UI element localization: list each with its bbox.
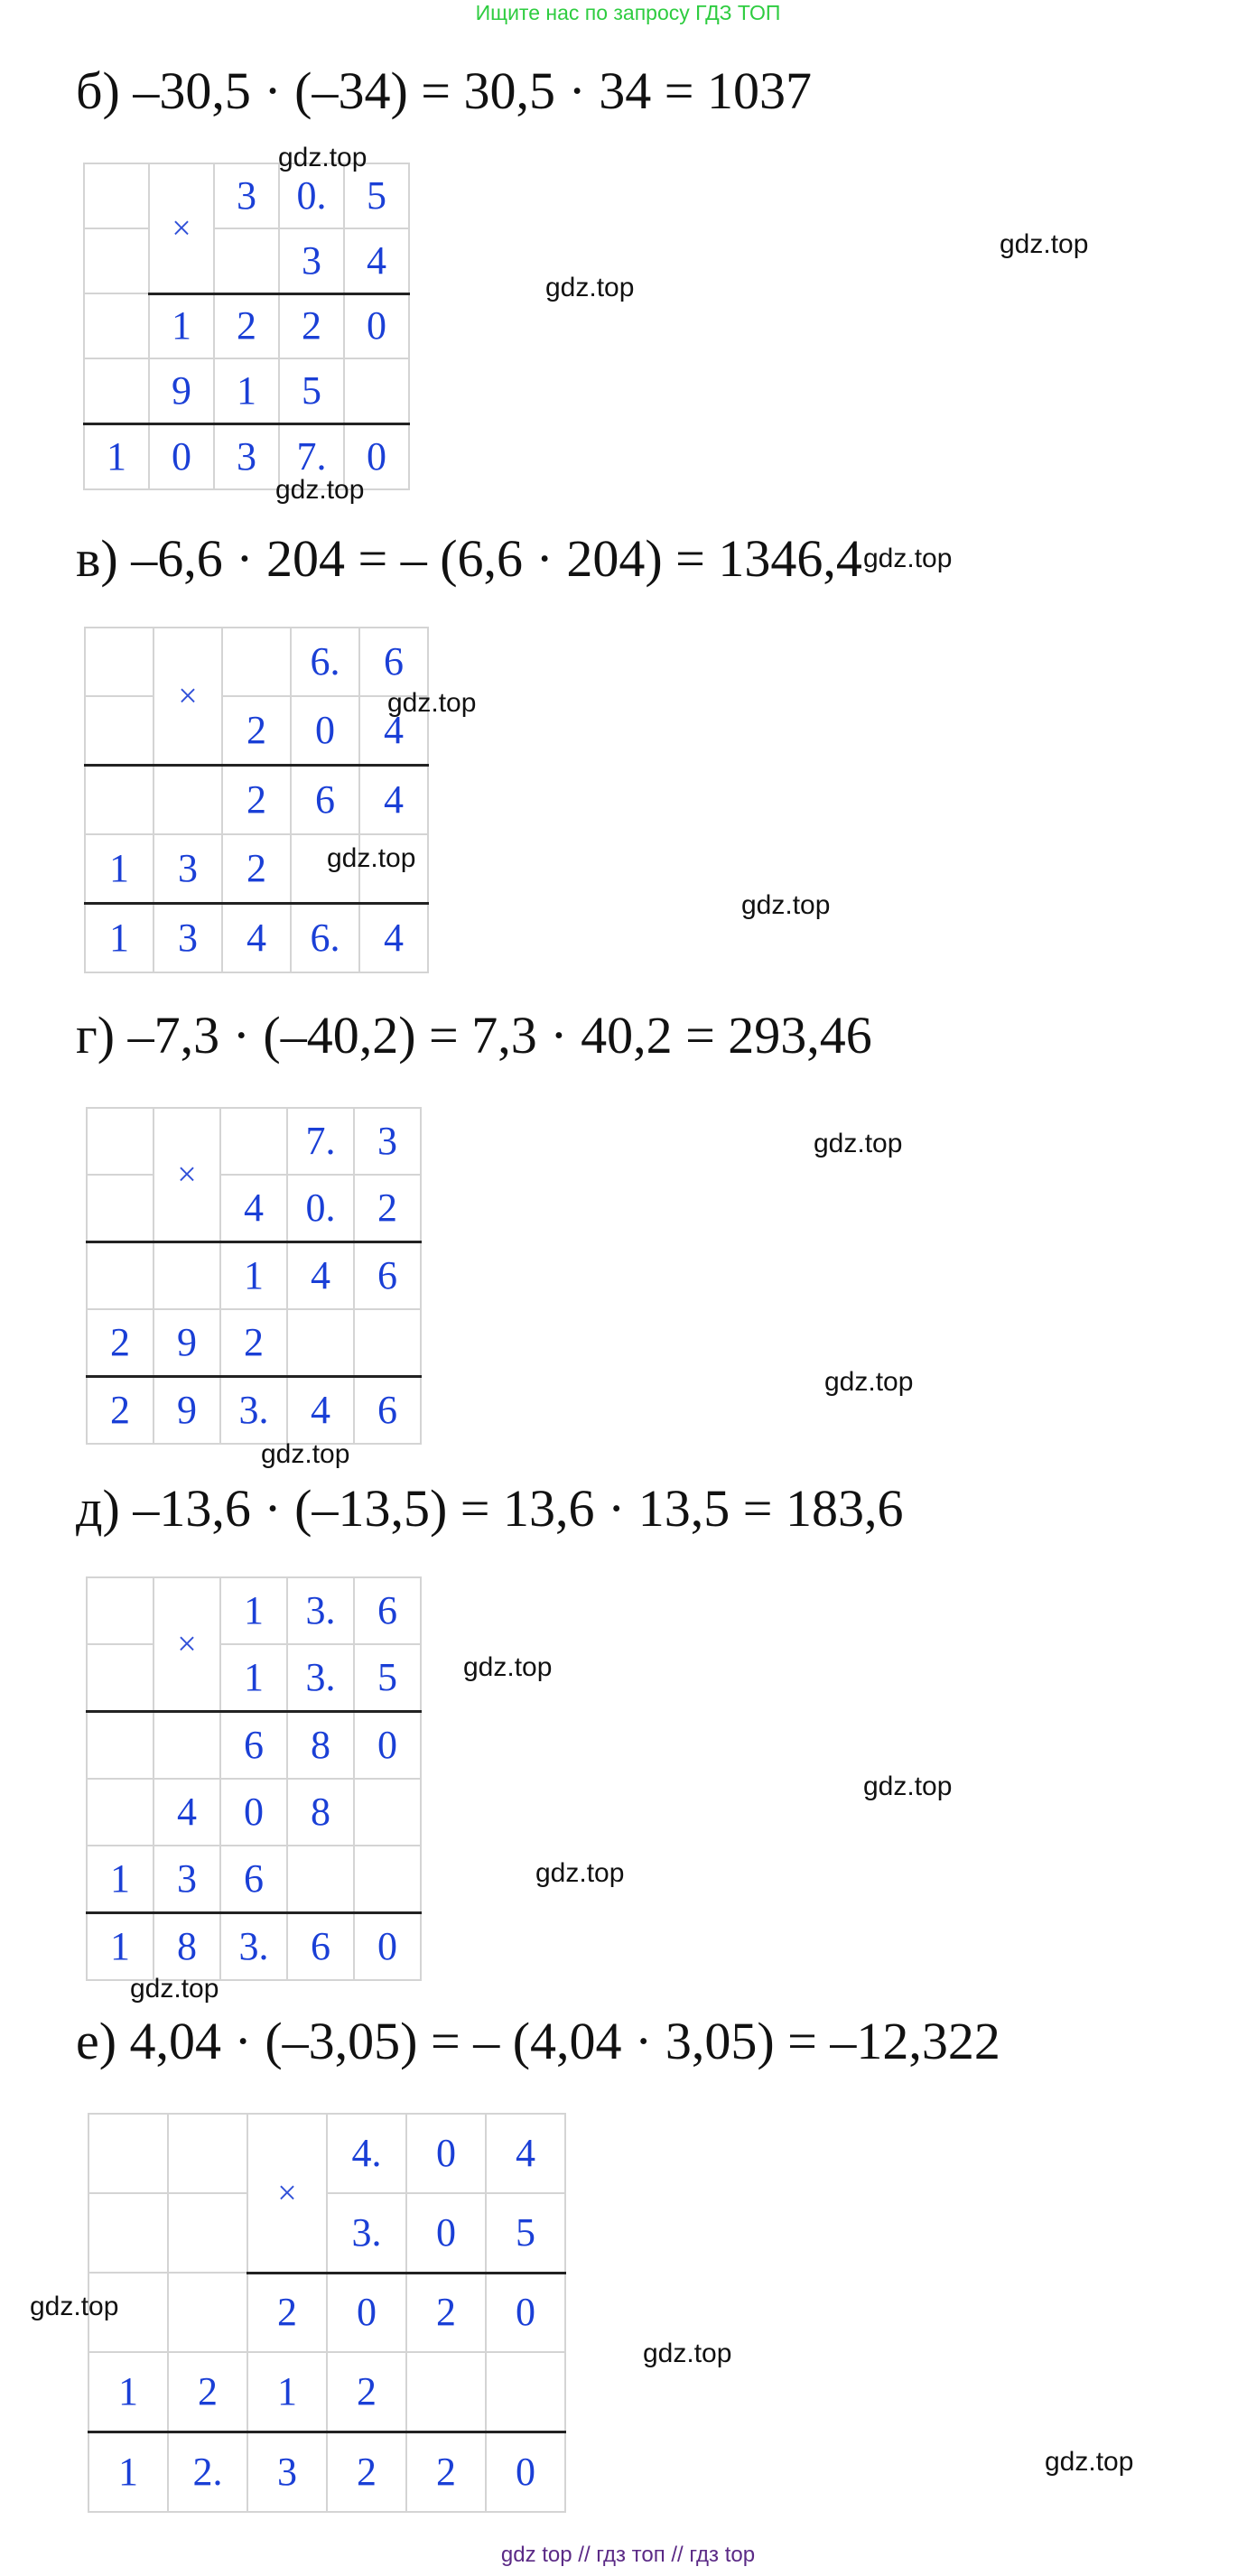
footer-links: gdz top // гдз топ // гдз top xyxy=(500,2543,756,2567)
cell: 4 xyxy=(287,1242,354,1310)
cell: 0 xyxy=(406,2114,486,2193)
cell: 3 xyxy=(214,424,279,490)
multiplication-table-v xyxy=(84,627,429,973)
cell: 6. xyxy=(291,628,359,696)
equation-b: б) –30,5 · (–34) = 30,5 · 34 = 1037 xyxy=(76,61,813,120)
cell: 2 xyxy=(87,1309,154,1377)
cell: 0 xyxy=(406,2193,486,2273)
cell: 7. xyxy=(287,1108,354,1175)
cell: 5 xyxy=(344,163,409,228)
cell: 1 xyxy=(220,1644,287,1712)
cell: 2 xyxy=(247,2273,327,2352)
watermark: gdz.top xyxy=(1045,2447,1134,2477)
cell xyxy=(486,2352,565,2432)
cell xyxy=(84,358,149,424)
cell: 0 xyxy=(327,2273,406,2352)
cell: 6 xyxy=(354,1242,421,1310)
cell: 2 xyxy=(214,293,279,358)
cell: 1 xyxy=(247,2352,327,2432)
cell xyxy=(168,2193,247,2273)
cell: 6 xyxy=(291,766,359,835)
cell: 8 xyxy=(287,1712,354,1780)
cell: 6 xyxy=(220,1846,287,1913)
cell: 2 xyxy=(168,2352,247,2432)
cell: 1 xyxy=(85,834,154,904)
watermark: gdz.top xyxy=(535,1858,625,1888)
cell: 1 xyxy=(88,2432,168,2513)
cell xyxy=(84,228,149,293)
cell xyxy=(87,1108,154,1175)
cell: 1 xyxy=(88,2352,168,2432)
cell: 3 xyxy=(214,163,279,228)
cell xyxy=(168,2114,247,2193)
multiplication-table-d xyxy=(86,1576,422,1981)
cell: 2 xyxy=(222,834,291,904)
cell: 0 xyxy=(486,2273,565,2352)
cell: 0 xyxy=(486,2432,565,2513)
cell: 2 xyxy=(327,2432,406,2513)
watermark: gdz.top xyxy=(814,1129,903,1158)
cell: 0 xyxy=(344,424,409,490)
cell: 3 xyxy=(354,1108,421,1175)
cell xyxy=(354,1846,421,1913)
cell: 5 xyxy=(486,2193,565,2273)
cell: 3. xyxy=(287,1644,354,1712)
search-hint-banner: Ищите нас по запросу ГДЗ ТОП xyxy=(475,1,781,24)
cell: 6 xyxy=(220,1712,287,1780)
cell: 3. xyxy=(220,1913,287,1981)
times-sign: × xyxy=(154,628,222,766)
cell: 9 xyxy=(154,1309,220,1377)
times-sign: × xyxy=(154,1108,220,1242)
cell xyxy=(354,1309,421,1377)
cell: 1 xyxy=(220,1577,287,1644)
cell: 4 xyxy=(287,1377,354,1445)
cell xyxy=(87,1242,154,1310)
cell: 3 xyxy=(247,2432,327,2513)
equation-d: д) –13,6 · (–13,5) = 13,6 · 13,5 = 183,6 xyxy=(76,1479,904,1538)
cell: 1 xyxy=(87,1913,154,1981)
cell: 3. xyxy=(327,2193,406,2273)
watermark: gdz.top xyxy=(130,1974,219,2004)
cell xyxy=(87,1577,154,1644)
cell xyxy=(87,1644,154,1712)
cell: 2 xyxy=(220,1309,287,1377)
cell: 4. xyxy=(327,2114,406,2193)
cell: 0 xyxy=(291,696,359,766)
cell xyxy=(87,1712,154,1780)
cell xyxy=(85,766,154,835)
cell: 0 xyxy=(344,293,409,358)
watermark: gdz.top xyxy=(863,544,953,573)
multiplication-table-e xyxy=(88,2113,566,2513)
watermark: gdz.top xyxy=(863,1772,953,1801)
cell: 1 xyxy=(149,293,214,358)
cell: 3. xyxy=(287,1577,354,1644)
watermark: gdz.top xyxy=(741,890,831,920)
cell xyxy=(287,1846,354,1913)
cell: 4 xyxy=(486,2114,565,2193)
cell: 2 xyxy=(222,696,291,766)
cell: 7. xyxy=(279,424,344,490)
cell xyxy=(406,2352,486,2432)
cell xyxy=(154,1712,220,1780)
cell xyxy=(84,293,149,358)
watermark: gdz.top xyxy=(387,688,477,718)
cell: 8 xyxy=(154,1913,220,1981)
equation-e: е) 4,04 · (–3,05) = – (4,04 · 3,05) = –12,322 xyxy=(76,2012,1000,2070)
multiplication-table-b xyxy=(83,163,410,490)
watermark: gdz.top xyxy=(824,1367,914,1397)
cell: 2 xyxy=(327,2352,406,2432)
cell: 6 xyxy=(354,1577,421,1644)
times-sign: × xyxy=(154,1577,220,1712)
times-sign: × xyxy=(149,163,214,293)
cell: 9 xyxy=(154,1377,220,1445)
watermark: gdz.top xyxy=(1000,229,1089,259)
cell: 2 xyxy=(279,293,344,358)
watermark: gdz.top xyxy=(545,273,635,302)
cell: 4 xyxy=(154,1779,220,1846)
cell: 4 xyxy=(359,696,428,766)
cell xyxy=(214,228,279,293)
watermark: gdz.top xyxy=(278,143,367,172)
cell: 2 xyxy=(354,1175,421,1242)
cell: 0. xyxy=(287,1175,354,1242)
watermark: gdz.top xyxy=(275,475,365,505)
watermark: gdz.top xyxy=(643,2339,732,2368)
cell xyxy=(87,1779,154,1846)
cell xyxy=(222,628,291,696)
multiplication-table-g xyxy=(86,1107,422,1445)
cell: 3 xyxy=(154,834,222,904)
cell: 3 xyxy=(154,1846,220,1913)
cell xyxy=(85,696,154,766)
cell: 4 xyxy=(359,904,428,973)
cell: 6 xyxy=(354,1377,421,1445)
watermark: gdz.top xyxy=(327,843,416,873)
cell: 3 xyxy=(154,904,222,973)
cell: 1 xyxy=(220,1242,287,1310)
cell xyxy=(354,1779,421,1846)
cell: 1 xyxy=(87,1846,154,1913)
cell xyxy=(220,1108,287,1175)
cell: 2. xyxy=(168,2432,247,2513)
cell: 2 xyxy=(406,2273,486,2352)
cell: 4 xyxy=(359,766,428,835)
cell xyxy=(168,2273,247,2352)
cell xyxy=(154,1242,220,1310)
cell: 1 xyxy=(84,424,149,490)
cell: 6 xyxy=(359,628,428,696)
cell xyxy=(154,766,222,835)
cell: 5 xyxy=(354,1644,421,1712)
watermark: gdz.top xyxy=(30,2292,119,2321)
cell: 6. xyxy=(291,904,359,973)
cell: 5 xyxy=(279,358,344,424)
cell: 0 xyxy=(354,1913,421,1981)
cell: 4 xyxy=(220,1175,287,1242)
cell xyxy=(88,2114,168,2193)
cell: 0 xyxy=(354,1712,421,1780)
cell: 4 xyxy=(222,904,291,973)
cell xyxy=(88,2193,168,2273)
cell: 0. xyxy=(279,163,344,228)
cell xyxy=(344,358,409,424)
cell: 8 xyxy=(287,1779,354,1846)
cell: 3. xyxy=(220,1377,287,1445)
cell: 9 xyxy=(149,358,214,424)
equation-g: г) –7,3 · (–40,2) = 7,3 · 40,2 = 293,46 xyxy=(76,1006,872,1065)
cell: 2 xyxy=(87,1377,154,1445)
equation-v: в) –6,6 · 204 = – (6,6 · 204) = 1346,4 xyxy=(76,529,862,588)
times-sign: × xyxy=(247,2114,327,2273)
watermark: gdz.top xyxy=(463,1652,553,1682)
cell xyxy=(287,1309,354,1377)
cell: 0 xyxy=(220,1779,287,1846)
cell: 1 xyxy=(214,358,279,424)
cell: 3 xyxy=(279,228,344,293)
cell xyxy=(84,163,149,228)
cell: 6 xyxy=(287,1913,354,1981)
cell: 2 xyxy=(406,2432,486,2513)
cell: 4 xyxy=(344,228,409,293)
cell: 2 xyxy=(222,766,291,835)
cell: 1 xyxy=(85,904,154,973)
cell xyxy=(85,628,154,696)
cell: 0 xyxy=(149,424,214,490)
watermark: gdz.top xyxy=(261,1439,350,1469)
cell xyxy=(87,1175,154,1242)
